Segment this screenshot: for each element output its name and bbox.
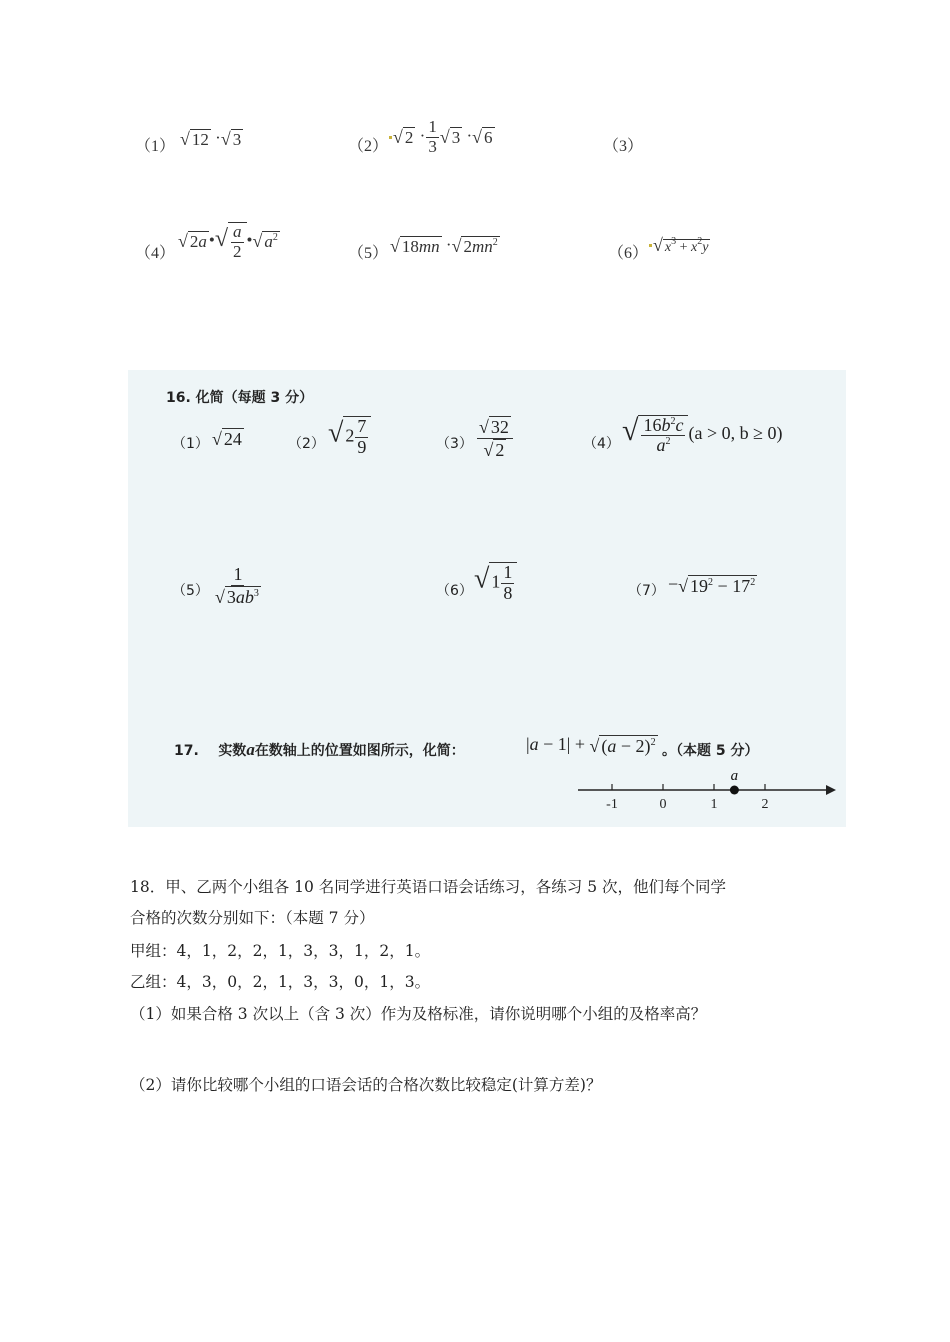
item-1-expr: √ 12 ·√ 3 [180, 128, 242, 149]
q16-item-5-label: （5） [172, 583, 209, 599]
q16-item-3-label: （3） [436, 436, 473, 452]
item-5-label: （5） [348, 245, 389, 262]
axis-tick-label-3: 2 [761, 797, 769, 812]
q16-item-5-expr: $\frac{1}{√ 3ab^3}$ [215, 564, 259, 607]
axis-tick-label-2: 1 [710, 797, 718, 812]
q18-line2: 合格的次数分别如下：（本题 7 分） [130, 909, 375, 927]
item-3-label: （3） [603, 138, 644, 155]
q17-expr: |a − 1| + √ $(a - 2)^2$ [526, 734, 656, 756]
point-a [730, 786, 739, 795]
q16-item-2-label: （2） [288, 436, 325, 452]
q16-item-1-expr: √ 24 [212, 428, 242, 449]
q18-line1: 18．甲、乙两个小组各 10 名同学进行英语口语会话练习，各练习 5 次，他们每个同学 [130, 878, 727, 896]
q16-item-7-label: （7） [628, 583, 665, 599]
q16-item-3-expr: $\frac{√ 32}{√ 2}$ [476, 416, 514, 461]
item-4-label: （4） [135, 245, 176, 262]
q16-item-2-expr: √ 2 $\frac{7}{9}$ [328, 416, 371, 458]
q18-group-b: 乙组：4，3，0，2，1，3，3，0，1，3。 [130, 973, 431, 991]
number-line [568, 768, 838, 818]
q16-item-6-label: （6） [436, 583, 473, 599]
q16-item-1-label: （1） [172, 436, 209, 452]
q16-item-6-expr: √ 1 $\frac{1}{8}$ [474, 562, 517, 604]
item-6-expr: √ $x^3 + x^2y$ [648, 235, 710, 256]
item-1-label: （1） [135, 138, 176, 155]
point-a-label: a [730, 768, 739, 784]
axis-tick-label-1: 0 [659, 797, 667, 812]
q17-score: 。（本题 5 分） [662, 743, 759, 759]
item-6-label: （6） [608, 245, 649, 262]
item-5-expr: √ 18mn ·√ $2mn^2$ [390, 235, 498, 256]
q18-sub1: （1）如果合格 3 次以上（含 3 次）作为及格标准，请你说明哪个小组的及格率高？ [130, 1005, 707, 1023]
q16-item-4-label: （4） [583, 436, 620, 452]
q18-sub2: （2）请你比较哪个小组的口语会话的合格次数比较稳定(计算方差)？ [130, 1076, 602, 1094]
q17-text: 17. 实数a在数轴上的位置如图所示，化简： [174, 740, 465, 759]
axis-tick-label-0: -1 [606, 797, 618, 812]
q16-item-4-expr: √ $\frac{16b^2c}{a^2}$ (a > 0, b ≥ 0) [622, 414, 783, 456]
item-2-expr: √ 2 · $\frac{1}{3}$ √ 3 ·√ 6 [388, 118, 495, 156]
axis-arrow [826, 785, 836, 795]
item-4-expr: √ 2a •√ $\frac{a}{2}$ •√ $a^2$ [178, 222, 278, 261]
q16-item-7-expr: −√ $19^2 - 17^2$ [668, 574, 756, 596]
item-2-label: （2） [348, 138, 389, 155]
q18-group-a: 甲组：4，1，2，2，1，3，3，1，2，1。 [130, 942, 431, 960]
question-panel [128, 370, 846, 827]
q16-title: 16. 化简（每题 3 分） [166, 390, 314, 406]
